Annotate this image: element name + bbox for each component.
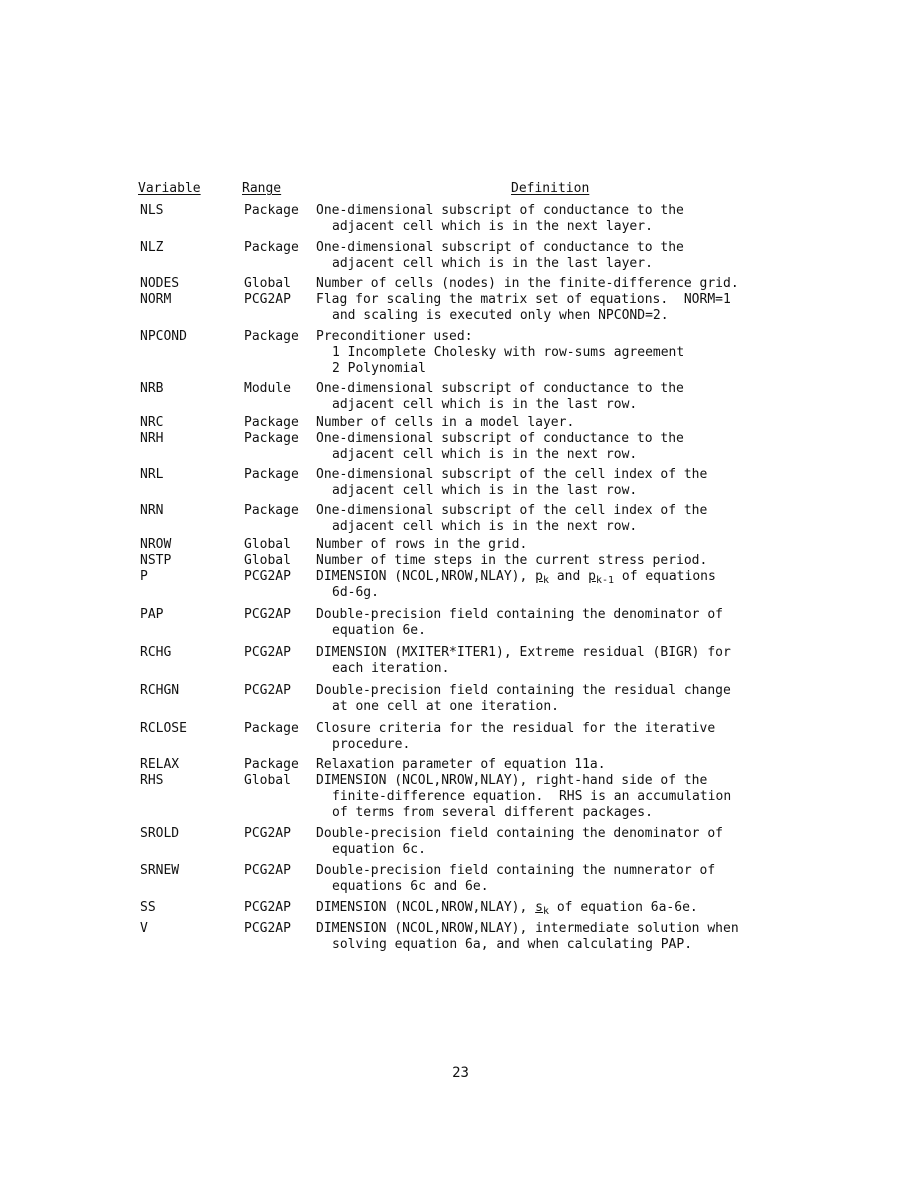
definition-line: One-dimensional subscript of the cell index of the <box>316 467 708 482</box>
row-range: Global <box>244 276 291 291</box>
table-row <box>138 415 778 431</box>
definition-line: adjacent cell which is in the next row. <box>332 519 638 534</box>
definition-line: procedure. <box>332 737 411 752</box>
row-definition <box>316 381 778 413</box>
definition-line: adjacent cell which is in the last layer. <box>332 256 653 271</box>
row-variable: SRNEW <box>140 863 180 878</box>
definition-line: One-dimensional subscript of the cell index of the <box>316 503 708 518</box>
definition-line: One-dimensional subscript of conductance to the <box>316 431 684 446</box>
table-row <box>138 721 778 753</box>
row-variable: V <box>140 921 148 936</box>
row-variable: RCHGN <box>140 683 180 698</box>
row-range: PCG2AP <box>244 292 291 307</box>
row-variable: SROLD <box>140 826 180 841</box>
row-variable: P <box>140 569 148 584</box>
definition-line: adjacent cell which is in the last row. <box>332 397 638 412</box>
row-variable: SS <box>140 900 156 915</box>
definition-line: solving equation 6a, and when calculating PAP. <box>332 937 693 952</box>
definition-line: Double-precision field containing the residual change <box>316 683 731 698</box>
row-variable: RCHG <box>140 645 172 660</box>
row-variable: NLS <box>140 203 164 218</box>
definition-line: DIMENSION (NCOL,NROW,NLAY), intermediate solution when <box>316 921 739 936</box>
row-variable: PAP <box>140 607 164 622</box>
row-definition <box>316 826 778 858</box>
definition-line: Flag for scaling the matrix set of equations. NORM=1 <box>316 292 731 307</box>
definition-line: Preconditioner used: <box>316 329 473 344</box>
table-row <box>138 431 778 463</box>
row-definition <box>316 757 778 773</box>
row-definition <box>316 921 778 953</box>
row-variable: NROW <box>140 537 172 552</box>
table-row <box>138 757 778 773</box>
definition-line: adjacent cell which is in the next layer. <box>332 219 653 234</box>
row-definition <box>316 645 778 677</box>
header-definition: Definition <box>511 181 590 196</box>
table-row <box>138 537 778 553</box>
row-definition <box>316 773 778 821</box>
row-definition <box>316 467 778 499</box>
definition-line: equation 6c. <box>332 842 426 857</box>
row-definition <box>316 415 778 431</box>
row-range: Package <box>244 757 299 772</box>
table-row <box>138 467 778 499</box>
row-variable: NSTP <box>140 553 172 568</box>
row-variable: RCLOSE <box>140 721 187 736</box>
row-definition <box>316 292 778 324</box>
table-row <box>138 569 778 601</box>
row-range: Package <box>244 329 299 344</box>
row-variable: NRB <box>140 381 164 396</box>
header-variable: Variable <box>138 181 201 196</box>
table-row <box>138 292 778 324</box>
row-range: Package <box>244 415 299 430</box>
definition-line: Double-precision field containing the numnerator of <box>316 863 716 878</box>
definition-line: Relaxation parameter of equation 11a. <box>316 757 606 772</box>
table-row <box>138 553 778 569</box>
table-row <box>138 607 778 639</box>
row-range: Module <box>244 381 291 396</box>
row-definition <box>316 553 778 569</box>
row-range: Package <box>244 503 299 518</box>
row-variable: NRL <box>140 467 164 482</box>
definition-line: One-dimensional subscript of conductance to the <box>316 203 684 218</box>
row-variable: NLZ <box>140 240 164 255</box>
definition-line: DIMENSION (MXITER*ITER1), Extreme residual (BIGR) for <box>316 645 731 660</box>
table-row <box>138 381 778 413</box>
definition-line: 1 Incomplete Cholesky with row-sums agreement <box>332 345 685 360</box>
definition-line: adjacent cell which is in the last row. <box>332 483 638 498</box>
row-range: PCG2AP <box>244 863 291 878</box>
table-row <box>138 900 778 916</box>
table-row <box>138 645 778 677</box>
row-variable: RHS <box>140 773 164 788</box>
definition-line: at one cell at one iteration. <box>332 699 559 714</box>
row-variable: RELAX <box>140 757 180 772</box>
table-row <box>138 683 778 715</box>
page-number: 23 <box>452 1065 469 1081</box>
definition-line: of terms from several different packages. <box>332 805 653 820</box>
variable-table <box>138 181 778 953</box>
row-range: Package <box>244 467 299 482</box>
row-range: Global <box>244 553 291 568</box>
definition-line: finite-difference equation. RHS is an accumulation <box>332 789 732 804</box>
row-variable: NRC <box>140 415 164 430</box>
definition-line: 2 Polynomial <box>332 361 426 376</box>
row-range: PCG2AP <box>244 683 291 698</box>
definition-line: Number of rows in the grid. <box>316 537 528 552</box>
row-range: PCG2AP <box>244 569 291 584</box>
definition-line: and scaling is executed only when NPCOND=2. <box>332 308 669 323</box>
table-row <box>138 921 778 953</box>
row-variable: NODES <box>140 276 180 291</box>
definition-line: equations 6c and 6e. <box>332 879 489 894</box>
row-definition <box>316 329 778 377</box>
row-definition <box>316 276 778 292</box>
table-row <box>138 276 778 292</box>
row-range: PCG2AP <box>244 607 291 622</box>
row-range: Package <box>244 203 299 218</box>
definition-line: One-dimensional subscript of conductance to the <box>316 240 684 255</box>
table-row <box>138 240 778 272</box>
row-definition <box>316 569 778 601</box>
definition-line: 6d-6g. <box>332 585 379 600</box>
definition-line: DIMENSION (NCOL,NROW,NLAY), right-hand side of the <box>316 773 708 788</box>
row-variable: NRH <box>140 431 164 446</box>
definition-line: Closure criteria for the residual for the iterative <box>316 721 716 736</box>
table-row <box>138 863 778 895</box>
row-range: PCG2AP <box>244 900 291 915</box>
definition-line: Number of time steps in the current stress period. <box>316 553 708 568</box>
row-variable: NRN <box>140 503 164 518</box>
row-variable: NPCOND <box>140 329 187 344</box>
definition-line: DIMENSION (NCOL,NROW,NLAY), $p_k$ and $p_{k-1}$ of equations <box>316 569 716 586</box>
row-range: PCG2AP <box>244 645 291 660</box>
table-row <box>138 773 778 821</box>
definition-line: One-dimensional subscript of conductance to the <box>316 381 684 396</box>
row-definition <box>316 203 778 235</box>
row-definition <box>316 900 778 916</box>
row-range: Package <box>244 240 299 255</box>
table-header <box>138 181 778 203</box>
row-range: Global <box>244 537 291 552</box>
row-range: Global <box>244 773 291 788</box>
table-row <box>138 203 778 235</box>
row-definition <box>316 431 778 463</box>
definition-line: Double-precision field containing the denominator of <box>316 826 723 841</box>
header-range: Range <box>242 181 282 196</box>
row-definition <box>316 503 778 535</box>
row-definition <box>316 240 778 272</box>
row-range: Package <box>244 721 299 736</box>
definition-line: equation 6e. <box>332 623 426 638</box>
definition-line: DIMENSION (NCOL,NROW,NLAY), $s_k$ of equation 6a-6e. <box>316 900 698 917</box>
definition-line: Double-precision field containing the denominator of <box>316 607 723 622</box>
definition-line: each iteration. <box>332 661 450 676</box>
definition-line: Number of cells in a model layer. <box>316 415 575 430</box>
table-row <box>138 503 778 535</box>
row-definition <box>316 721 778 753</box>
row-definition <box>316 607 778 639</box>
row-definition <box>316 683 778 715</box>
definition-line: Number of cells (nodes) in the finite-difference grid. <box>316 276 739 291</box>
row-range: PCG2AP <box>244 921 291 936</box>
row-range: Package <box>244 431 299 446</box>
definition-line: adjacent cell which is in the next row. <box>332 447 638 462</box>
table-body <box>138 203 778 953</box>
table-row <box>138 826 778 858</box>
table-row <box>138 329 778 377</box>
row-range: PCG2AP <box>244 826 291 841</box>
row-definition <box>316 863 778 895</box>
row-variable: NORM <box>140 292 172 307</box>
row-definition <box>316 537 778 553</box>
